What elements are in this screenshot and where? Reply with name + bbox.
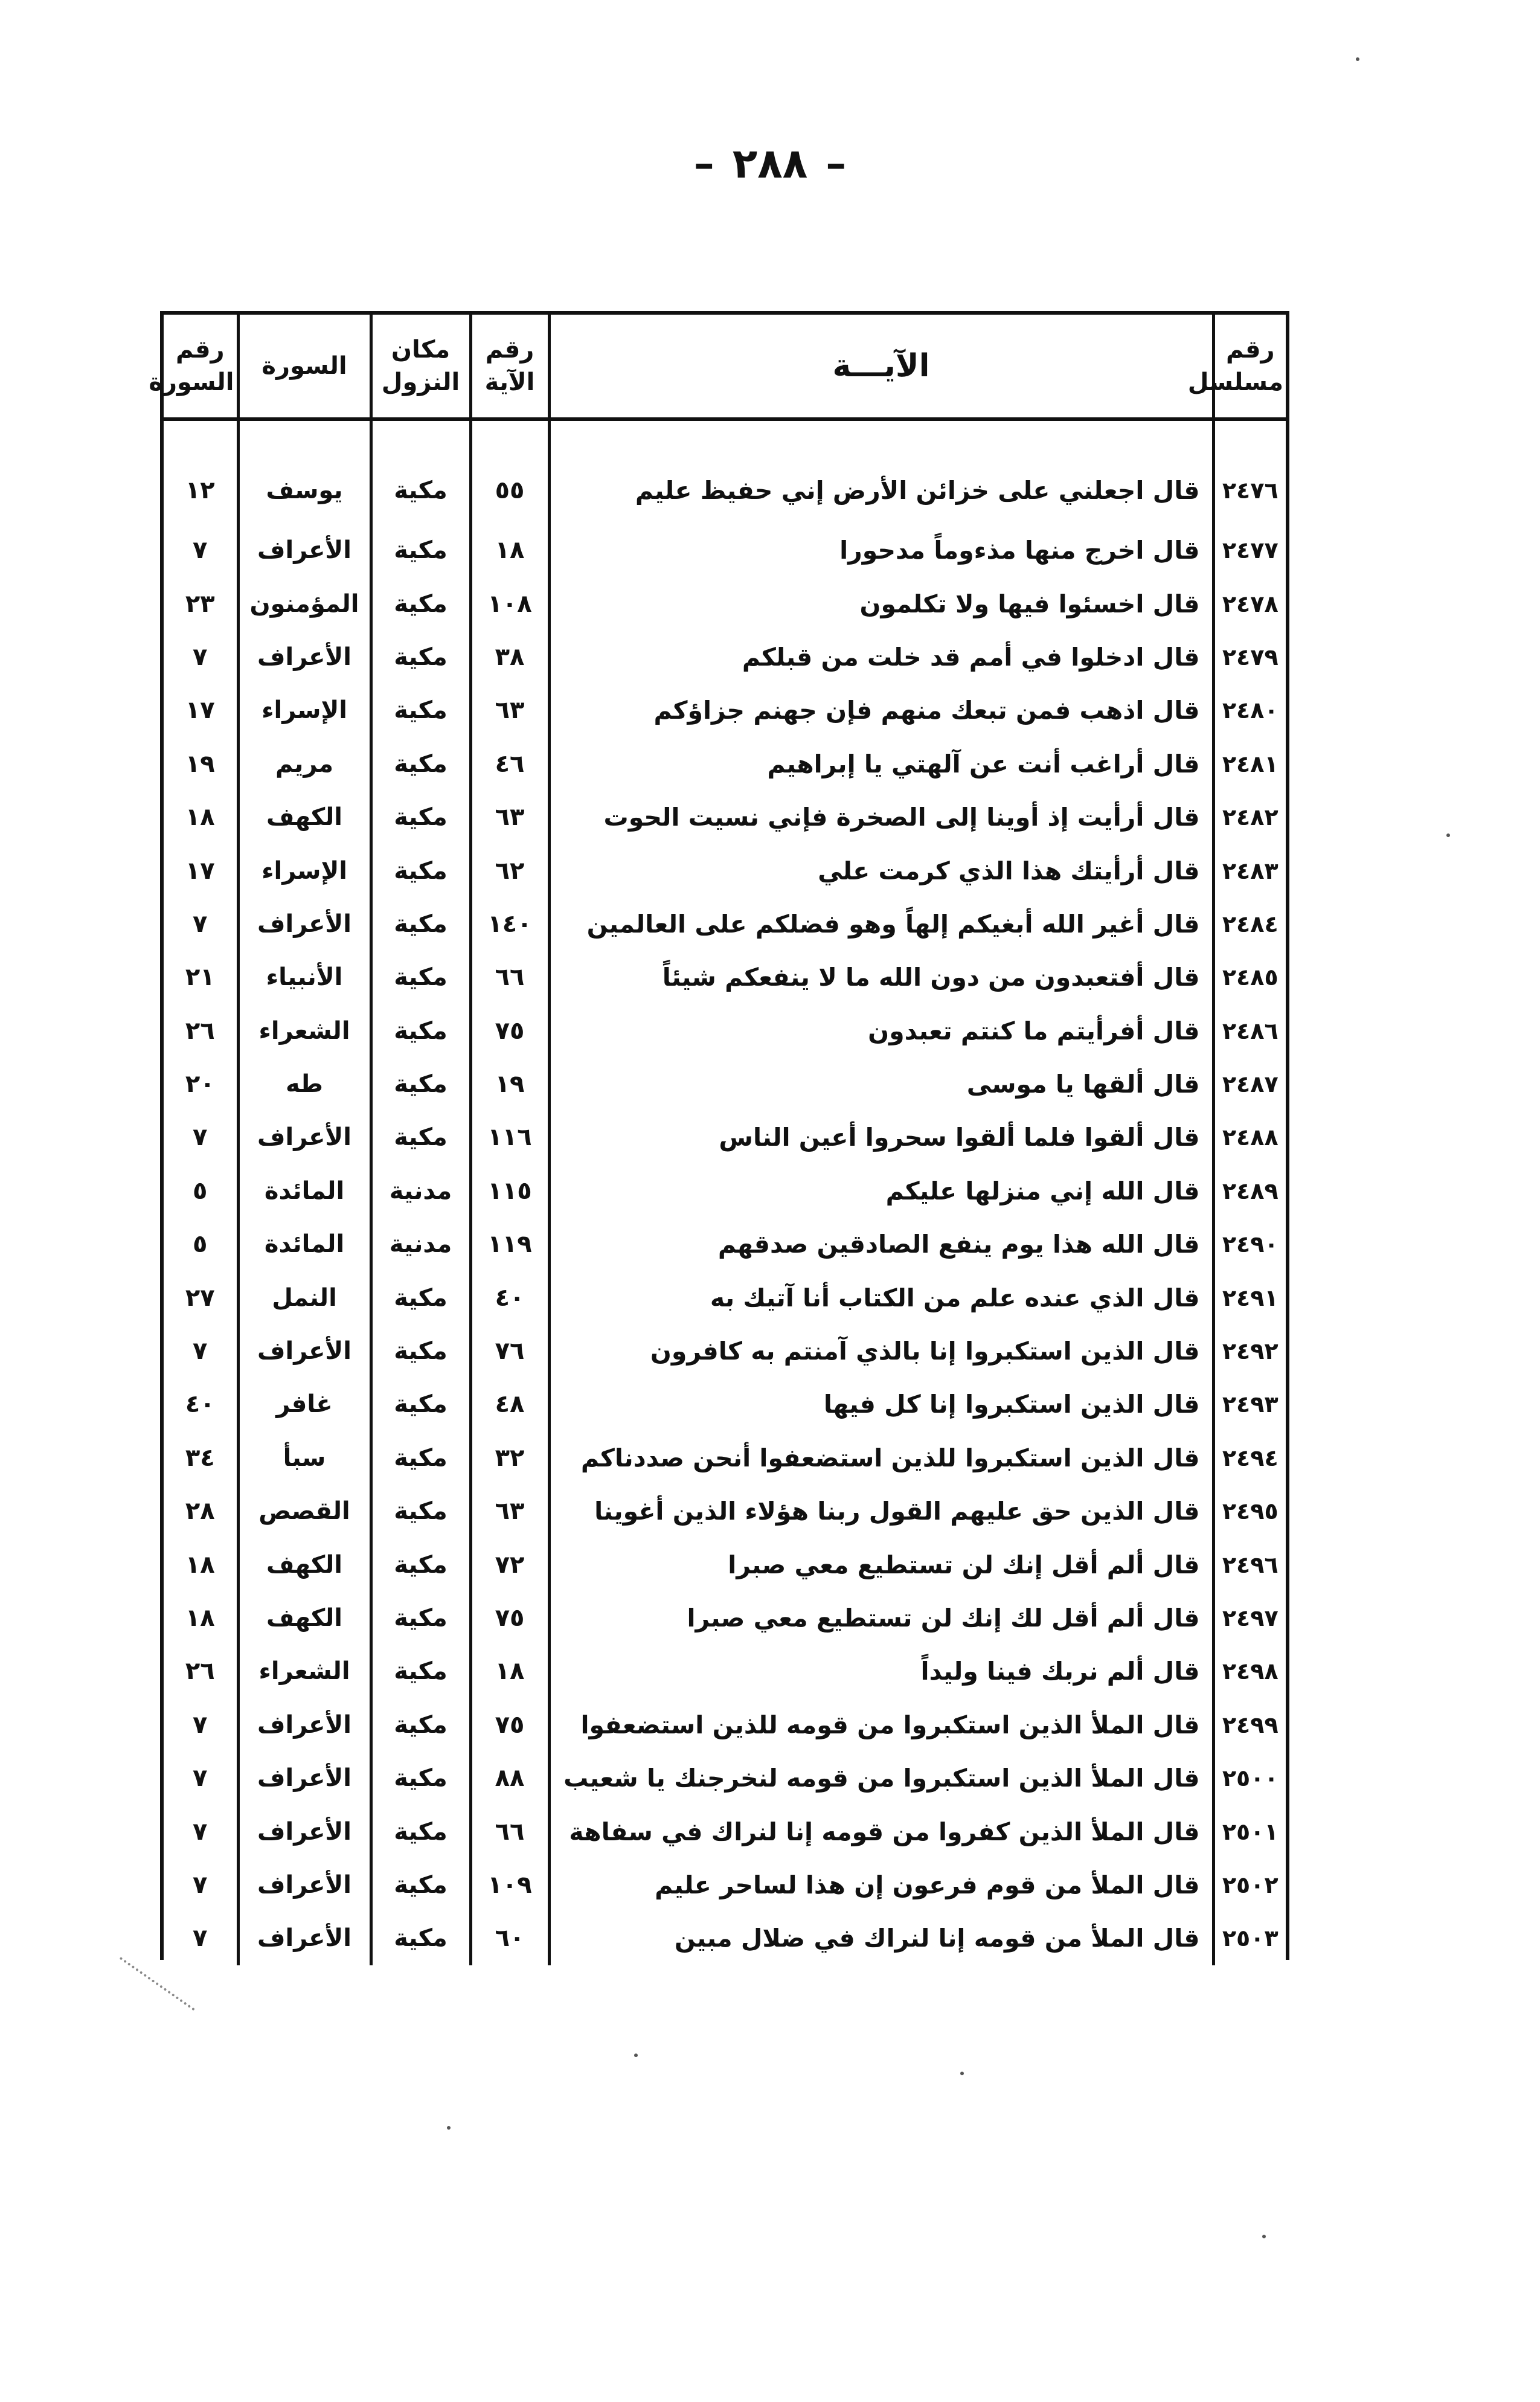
cell-surah-number: ١٨ [185, 1604, 215, 1632]
cell-ayah-number: ١٨ [470, 1645, 549, 1698]
cell-ayah: قال أفتعبدون من دون الله ما لا ينفعكم شيئاً [549, 951, 1213, 1004]
cell-surah: الأعراف [238, 1111, 371, 1164]
cell-ayah: قال ألم نربك فينا وليداً [549, 1645, 1213, 1698]
cell-ayah: قال أغير الله أبغيكم إلهاً وهو فضلكم على العالمين [549, 898, 1213, 951]
table-row [164, 1378, 1286, 1431]
cell-surah-number: ٧ [193, 536, 208, 565]
cell-ayah: قال ألم أقل إنك لن تستطيع معي صبرا [549, 1538, 1213, 1591]
cell-place: مكية [371, 791, 470, 844]
cell-ayah: قال اجعلني على خزائن الأرض إني حفيظ عليم [549, 419, 1213, 524]
cell-ayah-number: ٧٥ [470, 1004, 549, 1058]
cell-serial: ٢٤٩٥ [1213, 1485, 1286, 1538]
table-row [164, 1485, 1286, 1538]
scan-speck [447, 2126, 451, 2130]
cell-ayah: قال الذين استكبروا للذين استضعفوا أنحن صددناكم [549, 1431, 1213, 1485]
cell-place: مكية [371, 1004, 470, 1058]
cell-surah: الأعراف [238, 524, 371, 577]
cell-serial: ٢٤٩٨ [1213, 1645, 1286, 1698]
cell-surah: المائدة [238, 1218, 371, 1271]
cell-surah-number: ٧ [193, 1871, 208, 1899]
cell-surah-number: ٢٦ [185, 1016, 215, 1045]
table-row [164, 1058, 1286, 1111]
cell-surah-number: ٧ [193, 910, 208, 938]
scan-mark [118, 1957, 194, 2013]
scan-speck [634, 2054, 638, 2057]
table-row [164, 1698, 1286, 1752]
cell-ayah-number: ١٨ [470, 524, 549, 577]
cell-ayah-number: ١١٦ [470, 1111, 549, 1164]
cell-ayah: قال أرأيتك هذا الذي كرمت علي [549, 844, 1213, 897]
table-row [164, 524, 1286, 577]
cell-surah-number: ٢٧ [185, 1283, 215, 1312]
cell-surah-number: ٧ [193, 1764, 208, 1793]
cell-place: مكية [371, 524, 470, 577]
table-row [164, 419, 1286, 524]
table-row [164, 1431, 1286, 1485]
table-row [164, 631, 1286, 684]
cell-serial: ٢٥٠٠ [1213, 1752, 1286, 1805]
cell-surah: غافر [238, 1378, 371, 1431]
cell-serial: ٢٤٩٢ [1213, 1325, 1286, 1378]
header-serial: رقم مسلسل [1213, 315, 1286, 419]
cell-surah-number: ٧ [193, 1123, 208, 1152]
cell-place: مكية [371, 1698, 470, 1752]
cell-surah: الأعراف [238, 1698, 371, 1752]
cell-surah-number: ١٢ [185, 477, 215, 504]
cell-ayah-number: ٦٢ [470, 844, 549, 897]
cell-surah: القصص [238, 1485, 371, 1538]
cell-place: مدنية [371, 1218, 470, 1271]
cell-surah-number: ٣٤ [185, 1443, 215, 1472]
table-row [164, 1004, 1286, 1058]
cell-surah-number: ١٨ [185, 1550, 215, 1579]
cell-serial: ٢٥٠١ [1213, 1805, 1286, 1858]
cell-ayah-number: ٧٥ [470, 1591, 549, 1645]
table-row [164, 1538, 1286, 1591]
cell-serial: ٢٤٩٦ [1213, 1538, 1286, 1591]
table-row [164, 1325, 1286, 1378]
cell-surah-number: ١٧ [185, 696, 215, 725]
cell-serial: ٢٥٠٣ [1213, 1912, 1286, 1965]
cell-surah-number: ٥ [193, 1177, 208, 1205]
cell-serial: ٢٤٩٣ [1213, 1378, 1286, 1431]
cell-place: مكية [371, 1058, 470, 1111]
cell-serial: ٢٤٨٨ [1213, 1111, 1286, 1164]
cell-surah-number: ٢١ [185, 963, 215, 992]
cell-surah: الأعراف [238, 1805, 371, 1858]
table-row [164, 844, 1286, 897]
cell-surah: المائدة [238, 1164, 371, 1218]
cell-ayah: قال ألقها يا موسى [549, 1058, 1213, 1111]
cell-place: مكية [371, 737, 470, 791]
cell-surah-number: ٤٠ [185, 1390, 215, 1419]
cell-ayah: قال الذين حق عليهم القول ربنا هؤلاء الذين أغوينا [549, 1485, 1213, 1538]
cell-ayah-number: ٣٢ [470, 1431, 549, 1485]
cell-ayah-number: ٧٢ [470, 1538, 549, 1591]
cell-ayah: قال اذهب فمن تبعك منهم فإن جهنم جزاؤكم [549, 684, 1213, 737]
cell-surah-number: ٢٣ [185, 589, 215, 618]
table-row [164, 577, 1286, 630]
table-row [164, 1805, 1286, 1858]
cell-serial: ٢٤٨٤ [1213, 898, 1286, 951]
cell-ayah: قال الملأ الذين استكبروا من قومه لنخرجنك يا شعيب [549, 1752, 1213, 1805]
cell-surah: الإسراء [238, 844, 371, 897]
cell-surah: الشعراء [238, 1004, 371, 1058]
cell-place: مكية [371, 1538, 470, 1591]
cell-place: مكية [371, 1645, 470, 1698]
cell-ayah: قال ألم أقل لك إنك لن تستطيع معي صبرا [549, 1591, 1213, 1645]
cell-ayah-number: ٤٠ [470, 1271, 549, 1324]
cell-surah-number: ٧ [193, 1710, 208, 1739]
cell-surah-number: ٧ [193, 1337, 208, 1366]
cell-surah-number: ٧ [193, 643, 208, 671]
cell-place: مكية [371, 419, 470, 524]
cell-ayah: قال اخسئوا فيها ولا تكلمون [549, 577, 1213, 630]
cell-serial: ٢٤٧٦ [1213, 419, 1286, 524]
cell-surah-number: ٢٦ [185, 1657, 215, 1686]
cell-ayah-number: ٦٦ [470, 951, 549, 1004]
cell-serial: ٢٤٩١ [1213, 1271, 1286, 1324]
cell-serial: ٢٤٨١ [1213, 737, 1286, 791]
cell-place: مكية [371, 1271, 470, 1324]
cell-serial: ٢٤٩٧ [1213, 1591, 1286, 1645]
cell-ayah: قال اخرج منها مذءوماً مدحورا [549, 524, 1213, 577]
cell-ayah: قال الذين استكبروا إنا كل فيها [549, 1378, 1213, 1431]
cell-serial: ٢٤٨٥ [1213, 951, 1286, 1004]
cell-serial: ٢٤٩٤ [1213, 1431, 1286, 1485]
cell-ayah-number: ١١٥ [470, 1164, 549, 1218]
table-row [164, 951, 1286, 1004]
cell-place: مكية [371, 1752, 470, 1805]
cell-ayah-number: ٣٨ [470, 631, 549, 684]
cell-ayah: قال أراغب أنت عن آلهتي يا إبراهيم [549, 737, 1213, 791]
cell-surah: الشعراء [238, 1645, 371, 1698]
scan-speck [1356, 57, 1359, 61]
cell-ayah: قال الملأ الذين استكبروا من قومه للذين استضعفوا [549, 1698, 1213, 1752]
cell-surah: الأعراف [238, 898, 371, 951]
cell-ayah-number: ١٤٠ [470, 898, 549, 951]
cell-surah: سبأ [238, 1431, 371, 1485]
cell-surah: الأعراف [238, 631, 371, 684]
header-ayah-number: رقم الآية [470, 315, 549, 419]
cell-surah-number: ١٧ [185, 856, 215, 885]
scan-speck [1262, 2235, 1266, 2238]
table-row [164, 1752, 1286, 1805]
cell-ayah-number: ٧٥ [470, 1698, 549, 1752]
table-row [164, 1111, 1286, 1164]
cell-surah: طه [238, 1058, 371, 1111]
cell-place: مكية [371, 1485, 470, 1538]
cell-ayah-number: ١٩ [470, 1058, 549, 1111]
cell-ayah-number: ٨٨ [470, 1752, 549, 1805]
cell-serial: ٢٤٨٧ [1213, 1058, 1286, 1111]
cell-serial: ٢٤٨٢ [1213, 791, 1286, 844]
cell-place: مدنية [371, 1164, 470, 1218]
cell-surah: الأعراف [238, 1912, 371, 1965]
cell-ayah-number: ٤٦ [470, 737, 549, 791]
cell-place: مكية [371, 684, 470, 737]
cell-ayah: قال الذين استكبروا إنا بالذي آمنتم به كافرون [549, 1325, 1213, 1378]
cell-surah-number: ٢٠ [185, 1070, 215, 1099]
cell-ayah-number: ٤٨ [470, 1378, 549, 1431]
table-row [164, 684, 1286, 737]
cell-place: مكية [371, 1111, 470, 1164]
table-row [164, 1591, 1286, 1645]
cell-place: مكية [371, 577, 470, 630]
cell-surah: الكهف [238, 1538, 371, 1591]
cell-serial: ٢٤٧٩ [1213, 631, 1286, 684]
cell-place: مكية [371, 951, 470, 1004]
table-row [164, 898, 1286, 951]
header-ayah: الآيـــة [549, 315, 1213, 419]
cell-place: مكية [371, 1858, 470, 1912]
cell-surah-number: ١٨ [185, 803, 215, 832]
cell-place: مكية [371, 1325, 470, 1378]
cell-place: مكية [371, 898, 470, 951]
cell-serial: ٢٤٨٠ [1213, 684, 1286, 737]
cell-surah: الأعراف [238, 1325, 371, 1378]
cell-ayah: قال الملأ من قوم فرعون إن هذا لساحر عليم [549, 1858, 1213, 1912]
table-header-row [164, 315, 1286, 419]
cell-surah: النمل [238, 1271, 371, 1324]
cell-place: مكية [371, 844, 470, 897]
cell-surah-number: ٥ [193, 1230, 208, 1259]
cell-place: مكية [371, 1591, 470, 1645]
cell-ayah-number: ٦٣ [470, 1485, 549, 1538]
cell-serial: ٢٤٨٦ [1213, 1004, 1286, 1058]
scan-speck [960, 2072, 964, 2075]
cell-serial: ٢٤٨٣ [1213, 844, 1286, 897]
cell-ayah: قال الملأ الذين كفروا من قومه إنا لنراك في سفاهة [549, 1805, 1213, 1858]
cell-ayah-number: ١٠٨ [470, 577, 549, 630]
cell-surah: الإسراء [238, 684, 371, 737]
cell-serial: ٢٤٩٠ [1213, 1218, 1286, 1271]
cell-surah-number: ١٩ [185, 750, 215, 778]
cell-surah: المؤمنون [238, 577, 371, 630]
cell-ayah: قال الله هذا يوم ينفع الصادقين صدقهم [549, 1218, 1213, 1271]
table-row [164, 791, 1286, 844]
verses-table [149, 315, 1286, 1965]
table-row [164, 1858, 1286, 1912]
cell-ayah-number: ٦٠ [470, 1912, 549, 1965]
cell-ayah: قال أفرأيتم ما كنتم تعبدون [549, 1004, 1213, 1058]
cell-ayah-number: ٦٣ [470, 791, 549, 844]
cell-ayah-number: ٦٣ [470, 684, 549, 737]
cell-surah-number: ٧ [193, 1817, 208, 1846]
table-row [164, 1271, 1286, 1324]
cell-ayah: قال ألقوا فلما ألقوا سحروا أعين الناس [549, 1111, 1213, 1164]
cell-surah: يوسف [238, 419, 371, 524]
cell-place: مكية [371, 631, 470, 684]
table-row [164, 1218, 1286, 1271]
cell-ayah-number: ١١٩ [470, 1218, 549, 1271]
cell-place: مكية [371, 1378, 470, 1431]
cell-ayah: قال الله إني منزلها عليكم [549, 1164, 1213, 1218]
table-body [164, 419, 1286, 1965]
cell-ayah-number: ٥٥ [470, 419, 549, 524]
cell-surah: الأعراف [238, 1752, 371, 1805]
dash-left: – [693, 140, 714, 188]
verses-table-frame [149, 311, 1289, 1960]
cell-surah: الكهف [238, 1591, 371, 1645]
cell-surah: الكهف [238, 791, 371, 844]
cell-serial: ٢٥٠٢ [1213, 1858, 1286, 1912]
cell-surah: الأنبياء [238, 951, 371, 1004]
cell-serial: ٢٤٧٨ [1213, 577, 1286, 630]
cell-place: مكية [371, 1912, 470, 1965]
cell-serial: ٢٤٨٩ [1213, 1164, 1286, 1218]
scan-speck [1446, 833, 1450, 837]
cell-place: مكية [371, 1431, 470, 1485]
cell-surah-number: ٧ [193, 1924, 208, 1953]
cell-ayah-number: ٦٦ [470, 1805, 549, 1858]
cell-surah-number: ٢٨ [185, 1497, 215, 1526]
header-place: مكان النزول [371, 315, 470, 419]
header-surah: السورة [238, 315, 371, 419]
cell-serial: ٢٤٩٩ [1213, 1698, 1286, 1752]
cell-ayah: قال الذي عنده علم من الكتاب أنا آتيك به [549, 1271, 1213, 1324]
table-row [164, 1912, 1286, 1965]
cell-surah: الأعراف [238, 1858, 371, 1912]
cell-ayah: قال ادخلوا في أمم قد خلت من قبلكم [549, 631, 1213, 684]
header-surah-number: رقم السورة [164, 315, 238, 419]
table-row [164, 1164, 1286, 1218]
cell-surah: مريم [238, 737, 371, 791]
cell-ayah-number: ١٠٩ [470, 1858, 549, 1912]
cell-place: مكية [371, 1805, 470, 1858]
cell-ayah: قال الملأ من قومه إنا لنراك في ضلال مبين [549, 1912, 1213, 1965]
page-number [0, 140, 1540, 188]
table-row [164, 1645, 1286, 1698]
table-row [164, 737, 1286, 791]
cell-ayah-number: ٧٦ [470, 1325, 549, 1378]
cell-ayah: قال أرأيت إذ أوينا إلى الصخرة فإني نسيت الحوت [549, 791, 1213, 844]
dash-right: – [826, 140, 847, 188]
cell-serial: ٢٤٧٧ [1213, 524, 1286, 577]
page-number-value: ٢٨٨ [732, 140, 808, 188]
